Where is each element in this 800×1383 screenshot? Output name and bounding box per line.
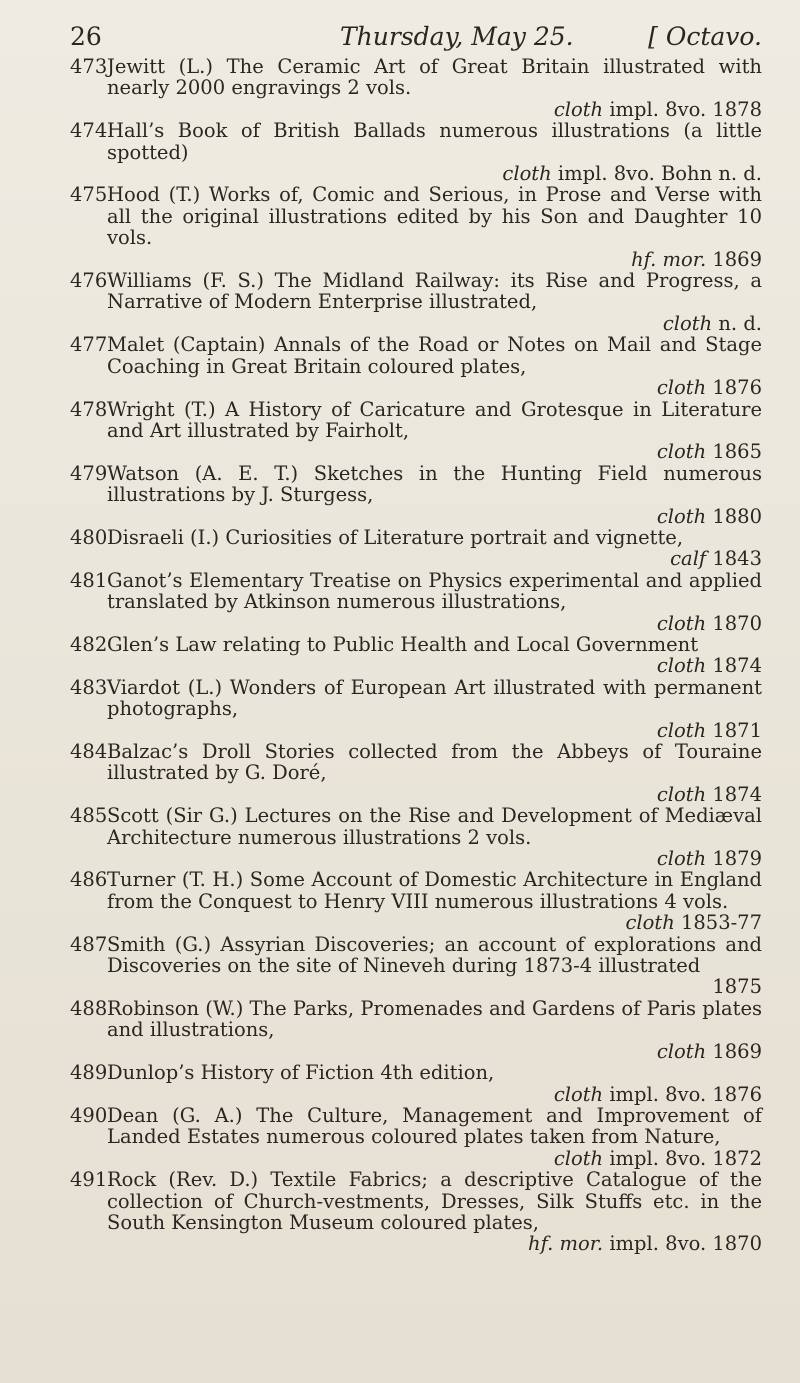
lot-description: Glen’s Law relating to Public Health and Local Government <box>107 632 699 656</box>
lot-binding: cloth <box>662 311 713 335</box>
lot-description: Watson (A. E. T.) Sketches in the Hunting Field numerous illustrations by J. Sturgess, <box>107 461 762 507</box>
lot-entry <box>70 570 762 634</box>
lot-imprint: 1874 <box>712 654 762 678</box>
lot-entry <box>70 677 762 741</box>
lot-binding: cloth <box>553 1146 604 1170</box>
lot-entry <box>70 334 762 398</box>
lot-imprint: 1876 <box>712 376 762 400</box>
lot-description: Balzac’s Droll Stories collected from the Abbeys of Touraine illustrated by G. Doré, <box>107 740 762 785</box>
lot-description: Hall’s Book of British Ballads numerous illustrations (a little spotted) <box>107 119 762 164</box>
lot-entry <box>70 1062 762 1105</box>
lot-entry <box>70 869 762 933</box>
lot-description: Ganot’s Elementary Treatise on Physics experimental and applied translated by Atkinson numerous illustrations, <box>107 568 762 614</box>
lot-imprint: 1870 <box>712 611 762 635</box>
lot-imprint: 1879 <box>712 847 762 871</box>
lot-binding: hf. mor. <box>528 1232 604 1256</box>
lot-imprint: 1869 <box>712 247 762 271</box>
lot-entry <box>70 634 762 677</box>
lot-number: 487 <box>70 932 108 956</box>
lot-number: 489 <box>70 1061 108 1085</box>
lot-number: 481 <box>70 568 108 592</box>
lot-description: Scott (Sir G.) Lectures on the Rise and Development of Mediæval Architecture numerous illustrations 2 vols. <box>107 804 762 849</box>
lot-number: 476 <box>70 269 108 293</box>
lot-imprint: 1843 <box>712 547 762 571</box>
lot-entry <box>70 270 762 334</box>
lot-entry <box>70 998 762 1062</box>
lot-binding: cloth <box>656 847 707 871</box>
lot-number: 488 <box>70 996 108 1020</box>
lot-description: Robinson (W.) The Parks, Promenades and Gardens of Paris plates and illustrations, <box>107 996 762 1042</box>
lot-entry <box>70 120 762 184</box>
lot-imprint: 1880 <box>712 504 762 528</box>
lot-entry <box>70 934 762 998</box>
lot-description: Wright (T.) A History of Caricature and Grotesque in Literature and Art illustrated by Fairholt, <box>107 397 762 442</box>
lot-binding: cloth <box>656 718 707 742</box>
lot-number: 485 <box>70 804 108 828</box>
lot-binding: cloth <box>656 376 707 400</box>
lot-number: 474 <box>70 119 108 143</box>
lot-binding: cloth <box>656 654 707 678</box>
lot-entry <box>70 56 762 120</box>
lot-imprint: impl. 8vo. 1878 <box>609 97 762 121</box>
lot-description: Malet (Captain) Annals of the Road or Notes on Mail and Stage Coaching in Great Britain coloured plates, <box>107 333 762 378</box>
lot-list <box>70 56 762 1255</box>
lot-binding: cloth <box>553 1082 604 1106</box>
lot-imprint: impl. 8vo. 1876 <box>609 1082 762 1106</box>
lot-number: 473 <box>70 55 108 78</box>
lot-binding: cloth <box>656 611 707 635</box>
running-head <box>70 18 762 56</box>
lot-binding: cloth <box>656 782 707 806</box>
lot-description: Turner (T. H.) Some Account of Domestic Architecture in England from the Conquest to Henry VIII numerous illustrations 4 vols. <box>107 868 762 913</box>
lot-description: Dunlop’s History of Fiction 4th edition, <box>107 1061 495 1085</box>
lot-entry <box>70 1105 762 1169</box>
lot-binding: cloth <box>656 1039 707 1063</box>
lot-number: 491 <box>70 1168 108 1192</box>
lot-number: 478 <box>70 397 108 421</box>
lot-description: Smith (G.) Assyrian Discoveries; an account of explorations and Discoveries on the site of Nineveh during 1873-4 illustrated <box>107 932 762 978</box>
lot-number: 475 <box>70 183 108 207</box>
lot-imprint: 1871 <box>712 718 762 742</box>
lot-binding: cloth <box>656 440 707 464</box>
lot-number: 490 <box>70 1103 108 1127</box>
lot-description: Viardot (L.) Wonders of European Art illustrated with permanent photographs, <box>107 675 762 721</box>
lot-entry <box>70 1169 762 1255</box>
sale-date: Thursday, May 25. <box>340 22 574 51</box>
lot-number: 483 <box>70 675 108 699</box>
lot-imprint: impl. 8vo. Bohn n. d. <box>557 162 762 186</box>
lot-binding: cloth <box>553 97 604 121</box>
lot-entry <box>70 741 762 805</box>
lot-number: 477 <box>70 333 108 357</box>
lot-binding: cloth <box>656 504 707 528</box>
lot-imprint: 1869 <box>712 1039 762 1063</box>
lot-number: 480 <box>70 525 108 549</box>
lot-description: Jewitt (L.) The Ceramic Art of Great Britain illustrated with nearly 2000 engravings 2 vols. <box>107 55 762 100</box>
lot-binding: hf. mor. <box>631 247 707 271</box>
lot-description: Rock (Rev. D.) Textile Fabrics; a descriptive Catalogue of the collection of Church-vestments, Dresses, Silk Stuffs etc. in the South Kensington Museum coloured plates, <box>107 1168 762 1234</box>
lot-entry <box>70 805 762 869</box>
format-label: [ Octavo. <box>648 22 762 51</box>
lot-imprint: 1853-77 <box>680 911 762 935</box>
lot-entry <box>70 527 762 570</box>
lot-imprint: 1865 <box>712 440 762 464</box>
lot-description: Dean (G. A.) The Culture, Management and Improvement of Landed Estates numerous coloured plates taken from Nature, <box>107 1103 762 1149</box>
page-number: 26 <box>70 22 102 51</box>
lot-number: 484 <box>70 740 108 763</box>
lot-entry <box>70 399 762 463</box>
lot-imprint: 1875 <box>712 975 762 999</box>
lot-description: Williams (F. S.) The Midland Railway: its Rise and Progress, a Narrative of Modern Enterprise illustrated, <box>107 269 762 314</box>
lot-imprint: impl. 8vo. 1870 <box>609 1232 762 1256</box>
lot-imprint: n. d. <box>718 311 762 335</box>
lot-entry <box>70 184 762 270</box>
lot-binding: calf <box>670 547 707 571</box>
lot-binding: cloth <box>625 911 675 935</box>
lot-binding: cloth <box>502 162 552 186</box>
lot-description: Hood (T.) Works of, Comic and Serious, in Prose and Verse with all the original illustrations edited by his Son and Daughter 10 vols. <box>107 183 762 250</box>
lot-number: 479 <box>70 461 108 485</box>
lot-entry <box>70 463 762 527</box>
lot-imprint: impl. 8vo. 1872 <box>609 1146 762 1170</box>
lot-imprint: 1874 <box>712 782 762 806</box>
lot-number: 486 <box>70 868 108 892</box>
lot-description: Disraeli (I.) Curiosities of Literature portrait and vignette, <box>107 525 684 549</box>
lot-number: 482 <box>70 632 108 656</box>
